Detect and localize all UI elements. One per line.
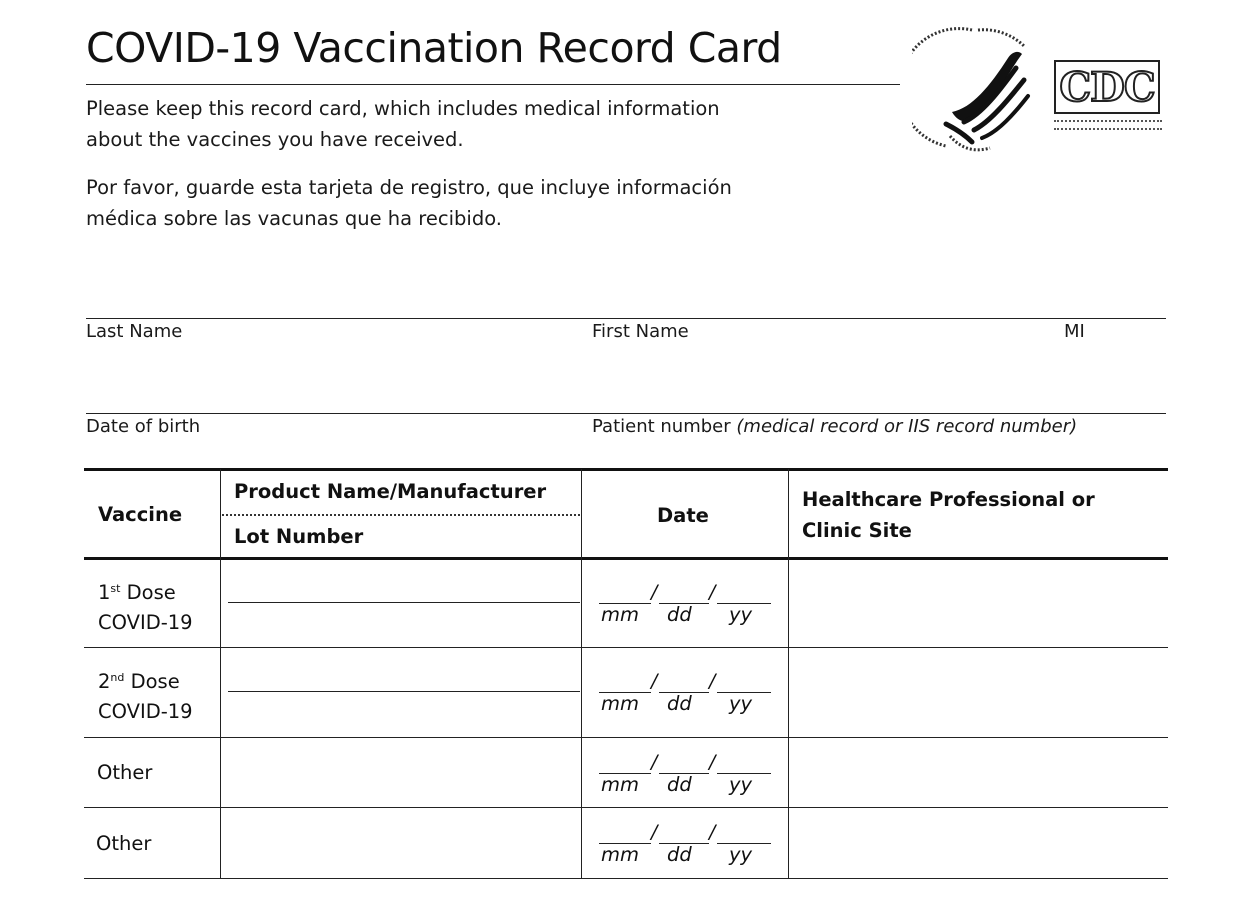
patient-number-label-text: Patient number bbox=[592, 416, 731, 437]
patient-number-label bbox=[592, 416, 1077, 437]
row-1-name: COVID-19 bbox=[98, 611, 193, 634]
row-divider-3 bbox=[84, 807, 1168, 808]
row-4-date-field[interactable]: / / mm dd yy bbox=[597, 821, 777, 871]
row-3-vaccine: Other bbox=[97, 761, 153, 784]
cdc-logo-subtitle bbox=[1054, 120, 1162, 136]
row-2-name: COVID-19 bbox=[98, 700, 193, 723]
instructions-spanish-line-2: médica sobre las vacunas que ha recibido. bbox=[86, 207, 502, 230]
row-1-dose: 1st Dose bbox=[98, 581, 176, 604]
header-vaccine: Vaccine bbox=[98, 503, 183, 526]
header-lot: Lot Number bbox=[234, 525, 364, 548]
cdc-logo bbox=[1052, 60, 1164, 142]
instructions-english-line-2: about the vaccines you have received. bbox=[86, 128, 464, 151]
row-divider-2 bbox=[84, 737, 1168, 738]
row-2-date-field[interactable]: / / mm dd yy bbox=[597, 670, 777, 720]
row-1-date-field[interactable]: / / mm dd yy bbox=[597, 581, 777, 631]
table-header-border bbox=[84, 557, 1168, 560]
row-2-vaccine bbox=[98, 663, 193, 727]
header-provider-line-2: Clinic Site bbox=[802, 519, 912, 542]
col-divider-1 bbox=[220, 469, 221, 879]
hhs-seal-logo bbox=[912, 24, 1036, 156]
instructions-english bbox=[86, 93, 720, 155]
cdc-logo-text: CDC bbox=[1059, 64, 1155, 111]
dob-field-line[interactable] bbox=[86, 413, 1166, 414]
row-2-product-line[interactable] bbox=[228, 691, 580, 692]
title-divider bbox=[86, 84, 900, 85]
instructions-spanish-line-1: Por favor, guarde esta tarjeta de registro, que incluye información bbox=[86, 176, 732, 199]
cdc-logo-box bbox=[1054, 60, 1160, 114]
dob-label: Date of birth bbox=[86, 416, 201, 437]
first-name-label: First Name bbox=[592, 321, 689, 342]
row-4-vaccine: Other bbox=[96, 832, 152, 855]
row-2-dose: 2nd Dose bbox=[98, 670, 180, 693]
table-top-border bbox=[84, 468, 1168, 471]
header-product: Product Name/Manufacturer bbox=[234, 480, 547, 503]
name-field-line[interactable] bbox=[86, 318, 1166, 319]
col-divider-2 bbox=[581, 469, 582, 879]
middle-initial-label: MI bbox=[1064, 321, 1085, 342]
header-product-divider bbox=[222, 514, 580, 516]
row-3-date-field[interactable]: / / mm dd yy bbox=[597, 751, 777, 801]
card-title: COVID-19 Vaccination Record Card bbox=[86, 24, 782, 72]
patient-number-note: (medical record or IIS record number) bbox=[736, 416, 1078, 437]
row-1-product-line[interactable] bbox=[228, 602, 580, 603]
table-bottom-border bbox=[84, 878, 1168, 879]
col-divider-3 bbox=[788, 469, 789, 879]
instructions-spanish bbox=[86, 172, 732, 234]
row-divider-1 bbox=[84, 647, 1168, 648]
header-provider-line-1: Healthcare Professional or bbox=[802, 488, 1095, 511]
header-date: Date bbox=[657, 504, 709, 527]
row-1-vaccine bbox=[98, 574, 193, 638]
instructions-english-line-1: Please keep this record card, which includes medical information bbox=[86, 97, 720, 120]
last-name-label: Last Name bbox=[86, 321, 183, 342]
